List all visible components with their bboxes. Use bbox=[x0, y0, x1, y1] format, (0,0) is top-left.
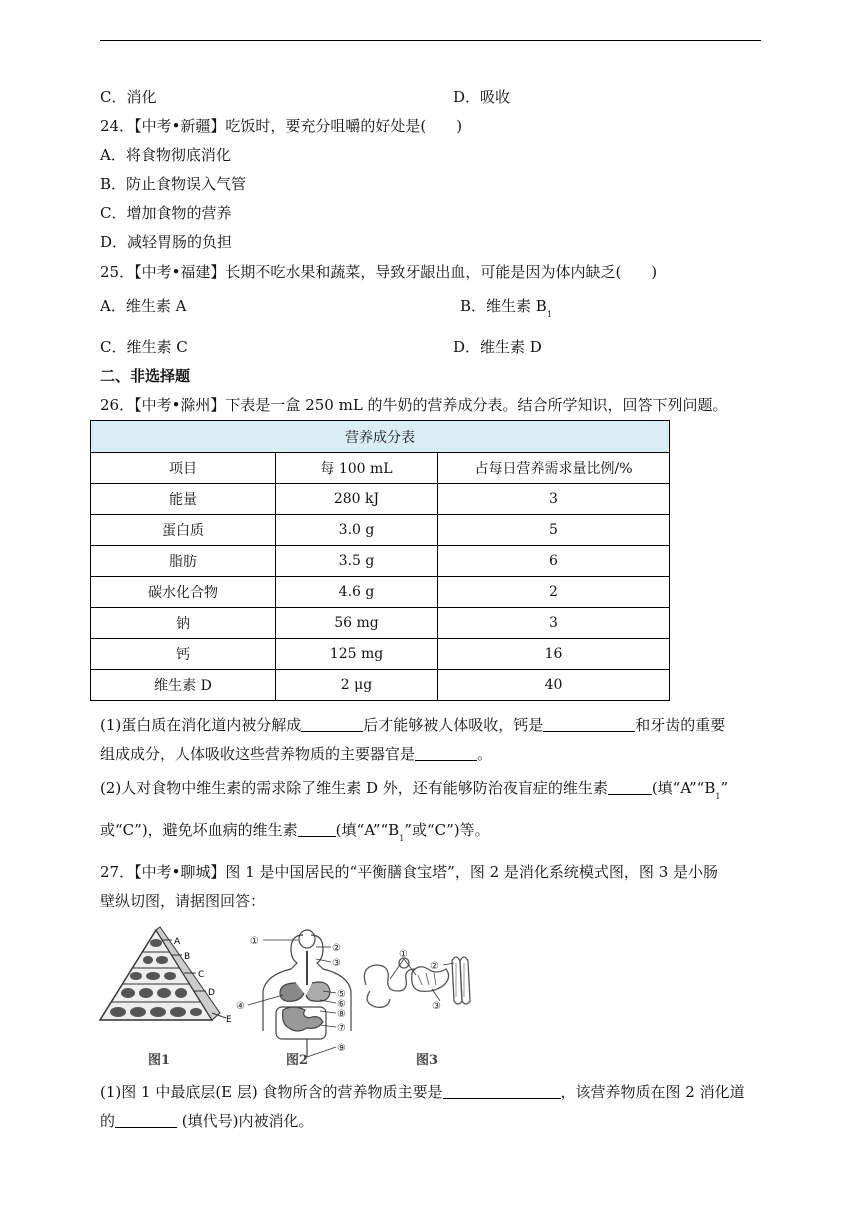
table-cell: 碳水化合物 bbox=[91, 577, 276, 608]
fig2-label: ③ bbox=[332, 958, 341, 969]
table-cell: 4.6 g bbox=[276, 577, 438, 608]
fig2-label: ⑨ bbox=[337, 1043, 346, 1054]
q24-option-c: C．增加食物的营养 bbox=[100, 204, 232, 222]
q24-option-a: A．将食物彻底消化 bbox=[100, 146, 231, 164]
table-row bbox=[91, 639, 670, 670]
table-cell: 2 bbox=[438, 577, 670, 608]
q25-option-d: D．维生素 D bbox=[453, 338, 542, 356]
table-cell: 蛋白质 bbox=[91, 515, 276, 546]
table-cell: 能量 bbox=[91, 484, 276, 515]
figure-caption: 图1 bbox=[148, 1053, 171, 1068]
fig2-label: ⑤ bbox=[337, 989, 346, 1000]
figure-caption: 图2 bbox=[286, 1053, 309, 1068]
q23-option-c: C．消化 bbox=[100, 88, 157, 106]
table-cell: 维生素 D bbox=[91, 670, 276, 701]
table-cell: 125 mg bbox=[276, 639, 438, 670]
q24-option-d: D．减轻胃肠的负担 bbox=[100, 233, 233, 251]
q27-stem-line1: 27．【中考•聊城】图 1 是中国居民的“平衡膳食宝塔”，图 2 是消化系统模式图，图 3 是小肠 bbox=[100, 863, 719, 881]
table-header: 占每日营养需求量比例/% bbox=[438, 453, 670, 484]
fig3-label: ① bbox=[399, 949, 408, 960]
table-cell: 钠 bbox=[91, 608, 276, 639]
q25-stem: 25．【中考•福建】长期不吃水果和蔬菜，导致牙龈出血，可能是因为体内缺乏( ) bbox=[100, 263, 658, 281]
fig2-label: ④ bbox=[236, 1001, 245, 1012]
fig3-label: ③ bbox=[432, 1001, 441, 1012]
fig2-label: ② bbox=[332, 943, 341, 954]
answer-blank[interactable] bbox=[608, 780, 652, 795]
answer-blank[interactable] bbox=[301, 717, 363, 732]
fig2-label: ① bbox=[250, 936, 259, 947]
q25-option-b: B．维生素 $B_1$ bbox=[460, 297, 552, 319]
answer-blank[interactable] bbox=[415, 746, 477, 761]
table-cell: 3.0 g bbox=[276, 515, 438, 546]
food-pyramid-diagram bbox=[100, 927, 232, 1025]
fig2-label: ⑦ bbox=[337, 1023, 346, 1034]
fig2-label: ⑧ bbox=[337, 1009, 346, 1020]
answer-blank[interactable] bbox=[115, 1113, 177, 1128]
answer-blank[interactable] bbox=[543, 717, 635, 732]
table-header: 项目 bbox=[91, 453, 276, 484]
q26-part1-line1: (1)蛋白质在消化道内被分解成 后才能够被人体吸收，钙是 和牙齿的重要 bbox=[100, 716, 726, 734]
pyramid-label: E bbox=[226, 1015, 232, 1025]
fig3-label: ② bbox=[430, 961, 439, 972]
figure-caption: 图3 bbox=[416, 1053, 439, 1068]
pyramid-label: B bbox=[184, 952, 191, 962]
table-cell: 脂肪 bbox=[91, 546, 276, 577]
q26-part1-line2: 组成成分，人体吸收这些营养物质的主要器官是 。 bbox=[100, 745, 493, 763]
q24-stem: 24．【中考•新疆】吃饭时，要充分咀嚼的好处是( ) bbox=[100, 117, 463, 135]
q25-option-c: C．维生素 C bbox=[100, 338, 188, 356]
q27-figures bbox=[98, 925, 478, 1068]
answer-blank[interactable] bbox=[298, 822, 336, 837]
q24-option-b: B．防止食物误入气管 bbox=[100, 175, 247, 193]
q27-part1-line1: (1)图 1 中最底层(E 层) 食物所含的营养物质主要是 ，该营养物质在图 2 消化道 bbox=[100, 1083, 745, 1101]
table-cell: 56 mg bbox=[276, 608, 438, 639]
table-cell: 钙 bbox=[91, 639, 276, 670]
pyramid-label: D bbox=[208, 988, 215, 998]
table-cell: 3 bbox=[438, 608, 670, 639]
q27-stem-line2: 壁纵切图，请据图回答： bbox=[100, 892, 266, 910]
table-cell: 16 bbox=[438, 639, 670, 670]
table-row bbox=[91, 670, 670, 701]
table-cell: 2 μg bbox=[276, 670, 438, 701]
fig3-leader-lines bbox=[390, 959, 454, 1001]
table-cell: 6 bbox=[438, 546, 670, 577]
pyramid-label: A bbox=[174, 937, 181, 947]
header-rule bbox=[100, 40, 761, 41]
q27-part1-line2: 的 (填代号)内被消化。 bbox=[100, 1112, 314, 1130]
q26-part2-line1: (2)人对食物中维生素的需求除了维生素 D 外，还有能够防治夜盲症的维生素 (填“$A”“B_1$” bbox=[100, 779, 729, 801]
answer-blank[interactable] bbox=[443, 1084, 561, 1099]
small-intestine-diagram bbox=[364, 957, 470, 1007]
pyramid-label: C bbox=[198, 970, 205, 980]
table-row bbox=[91, 577, 670, 608]
table-cell: 3.5 g bbox=[276, 546, 438, 577]
food-pyramid-figure bbox=[98, 925, 478, 1065]
table-cell: 5 bbox=[438, 515, 670, 546]
q23-option-d: D．吸收 bbox=[453, 88, 511, 106]
table-header-row bbox=[91, 453, 670, 484]
nutrition-table bbox=[90, 420, 670, 701]
table-row bbox=[91, 546, 670, 577]
table-row bbox=[91, 608, 670, 639]
q25-option-a: A．维生素 A bbox=[100, 297, 187, 315]
q26-part2-line2: 或“C”)，避免坏血病的维生素 (填“$A”“B_1$”或“C”)等。 bbox=[100, 821, 490, 843]
table-header: 每 100 mL bbox=[276, 453, 438, 484]
section-heading: 二、非选择题 bbox=[100, 367, 191, 385]
fig2-label: ⑥ bbox=[337, 999, 346, 1010]
table-caption: 营养成分表 bbox=[91, 421, 670, 453]
table-row bbox=[91, 484, 670, 515]
q26-stem: 26．【中考•滁州】下表是一盒 250 mL 的牛奶的营养成分表。结合所学知识，回答下列问题。 bbox=[100, 396, 728, 414]
table-cell: 40 bbox=[438, 670, 670, 701]
table-cell: 280 kJ bbox=[276, 484, 438, 515]
table-cell: 3 bbox=[438, 484, 670, 515]
table-row bbox=[91, 515, 670, 546]
